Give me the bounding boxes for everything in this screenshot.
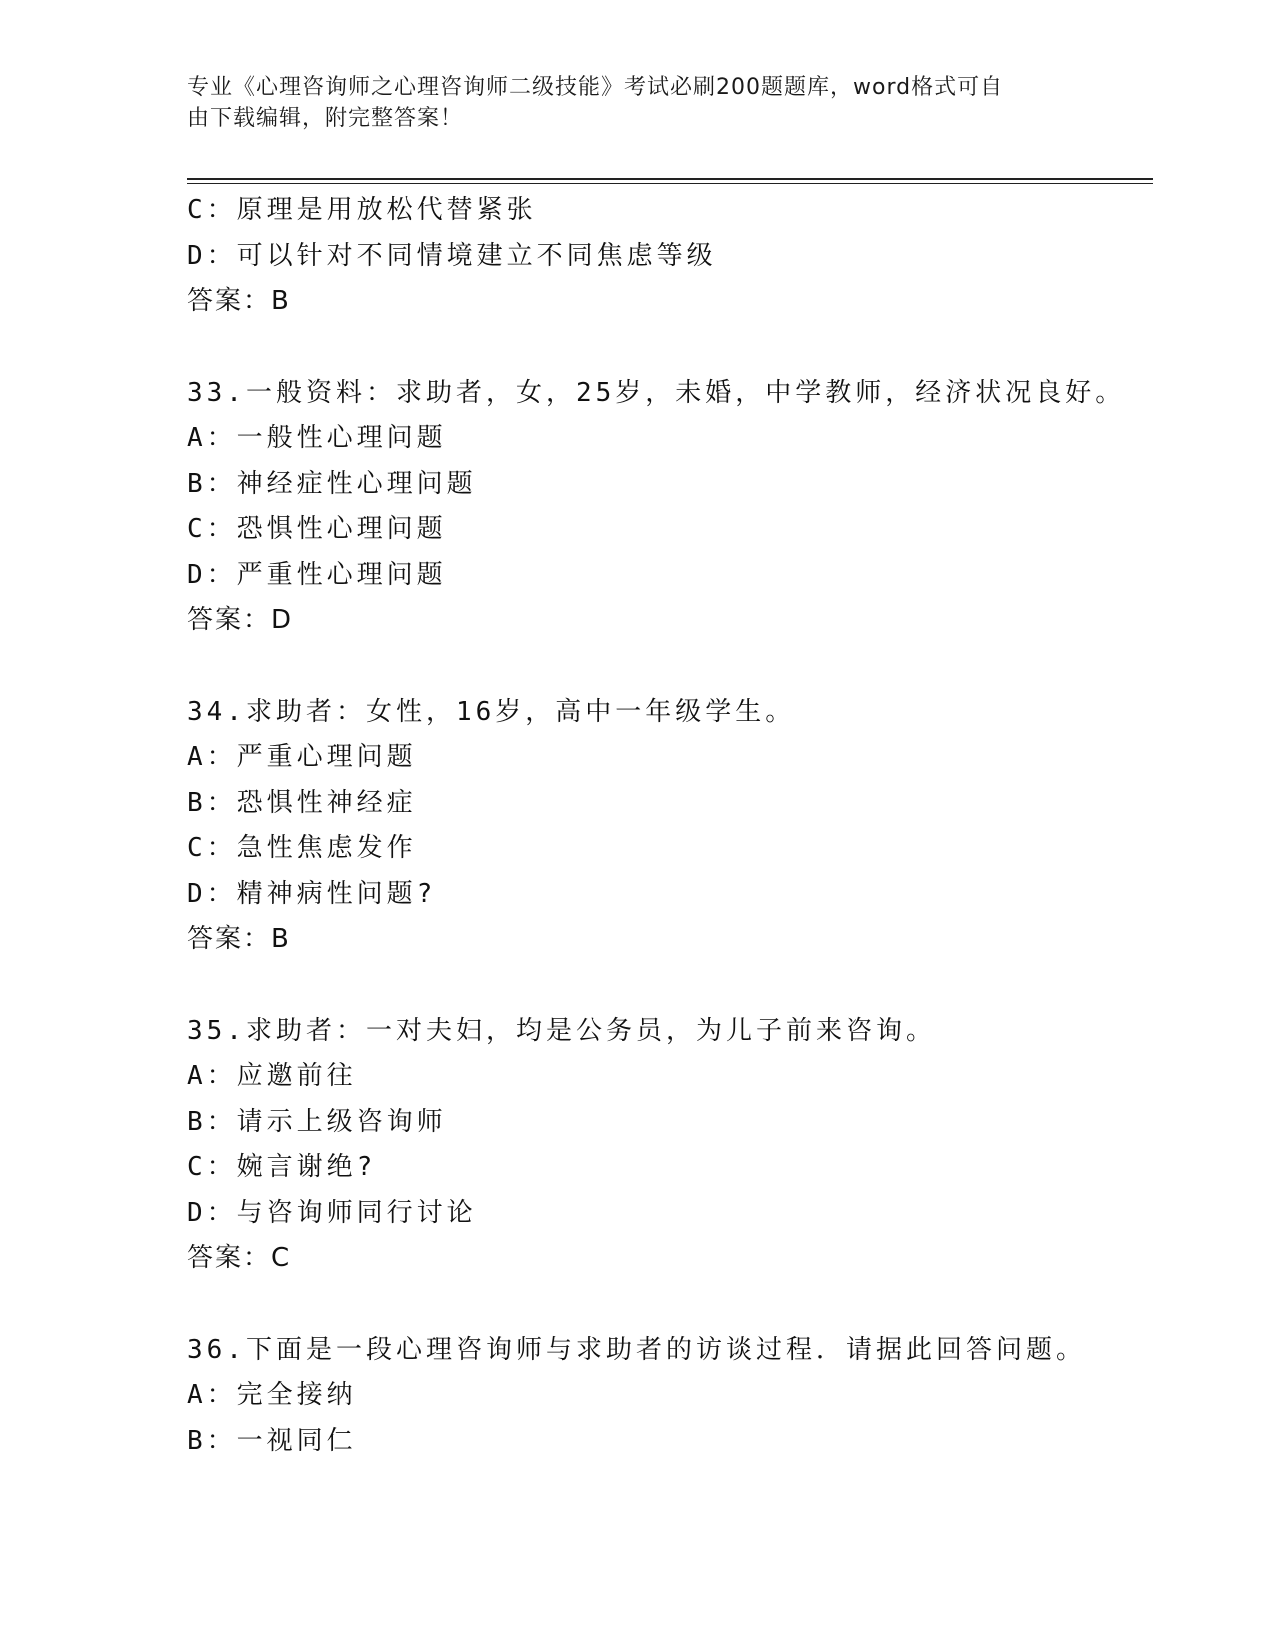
option-line: C：原理是用放松代替紧张	[187, 195, 537, 225]
spacer	[187, 1282, 1153, 1328]
option-line: C：恐惧性心理问题	[187, 514, 447, 544]
answer-line: 答案：B	[187, 924, 291, 954]
question-stem: 34.求助者：女性，16岁，高中一年级学生。	[187, 696, 796, 727]
option-line: A：一般性心理问题	[187, 423, 447, 453]
header-divider-thin	[187, 183, 1153, 184]
header-line-1: 专业《心理咨询师之心理咨询师二级技能》考试必刷200题题库，word格式可自	[187, 75, 1004, 100]
question-stem: 35.求助者：一对夫妇，均是公务员，为儿子前来咨询。	[187, 1015, 936, 1046]
option-line: B：恐惧性神经症	[187, 787, 417, 818]
option-line: C：急性焦虑发作	[187, 833, 417, 863]
question-stem: 36.下面是一段心理咨询师与求助者的访谈过程．请据此回答问题。	[187, 1334, 1086, 1365]
spacer	[187, 963, 1153, 1009]
document-header	[187, 72, 1067, 134]
option-line: D：可以针对不同情境建立不同焦虑等级	[187, 240, 717, 271]
question-stem: 33.一般资料：求助者，女，25岁，未婚，中学教师，经济状况良好。	[187, 377, 1126, 408]
answer-line: 答案：B	[187, 286, 291, 316]
option-line: B：一视同仁	[187, 1425, 357, 1456]
option-line: C：婉言谢绝?	[187, 1152, 377, 1182]
answer-line: 答案：C	[187, 1243, 292, 1273]
answer-line: 答案：D	[187, 605, 294, 635]
option-line: B：神经症性心理问题	[187, 468, 477, 499]
question-list	[187, 188, 1153, 1464]
spacer	[187, 325, 1153, 371]
option-line: D：精神病性问题?	[187, 878, 437, 909]
spacer	[187, 644, 1153, 690]
option-line: D：与咨询师同行讨论	[187, 1197, 477, 1228]
header-line-2: 由下载编辑，附完整答案！	[187, 106, 464, 131]
option-line: B：请示上级咨询师	[187, 1106, 447, 1137]
header-divider-thick	[187, 178, 1153, 180]
option-line: A：完全接纳	[187, 1380, 357, 1410]
option-line: A：应邀前往	[187, 1061, 357, 1091]
option-line: D：严重性心理问题	[187, 559, 447, 590]
option-line: A：严重心理问题	[187, 742, 417, 772]
